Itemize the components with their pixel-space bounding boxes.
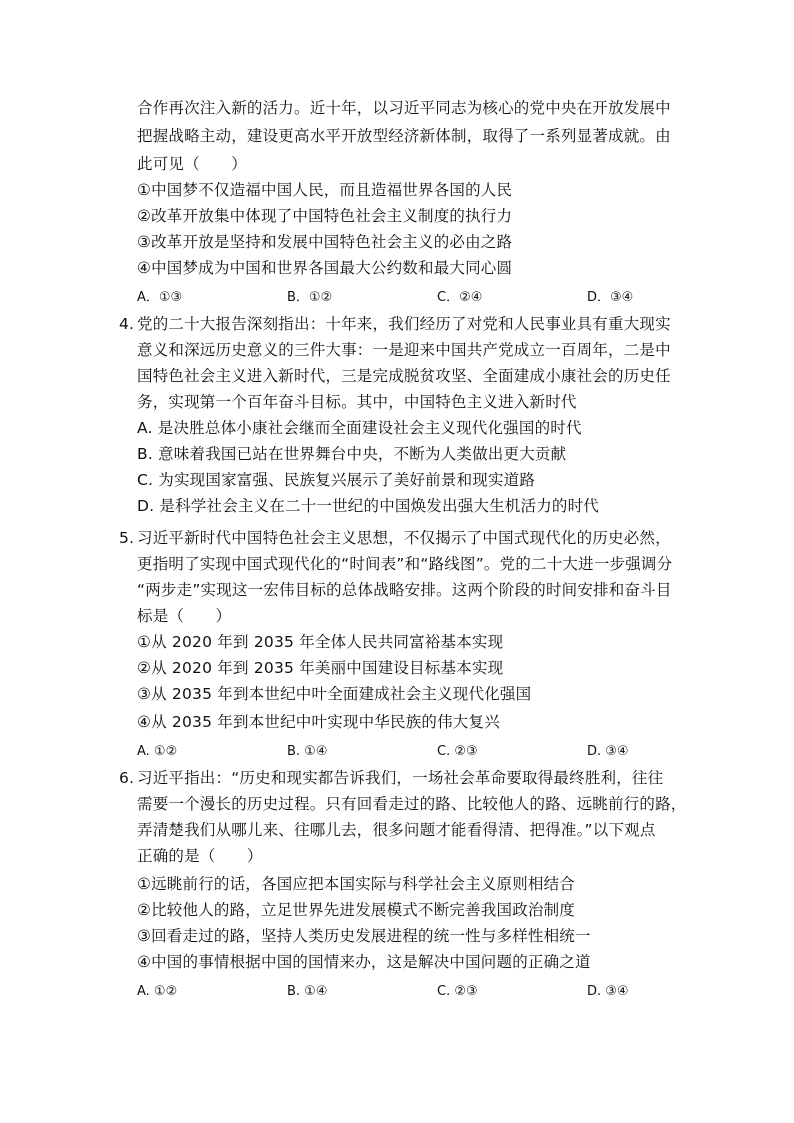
- option-c: C．②④: [437, 290, 483, 305]
- q5-options: [137, 742, 677, 762]
- q6-options: [137, 982, 677, 1002]
- q6-stem-line: 弄清楚我们从哪儿来、往哪儿去，很多问题才能看得清、把得准。”以下观点: [137, 821, 656, 839]
- q6-statement: ④中国的事情根据中国的国情来办，这是解决中国问题的正确之道: [137, 953, 591, 971]
- q5-statement: ①从 2020 年到 2035 年全体人民共同富裕基本实现: [137, 633, 504, 651]
- option-b: B. ①④: [287, 744, 328, 759]
- q5-stem-line: 更指明了实现中国式现代化的“时间表”和“路线图”。党的二十大进一步强调分: [137, 555, 673, 573]
- option-d: D. ③④: [587, 984, 629, 999]
- q4-choice-d: D. 是科学社会主义在二十一世纪的中国焕发出强大生机活力的时代: [137, 497, 599, 515]
- option-a: A. ①②: [137, 744, 178, 759]
- q4-choice-a: A. 是决胜总体小康社会继而全面建设社会主义现代化强国的时代: [137, 419, 582, 437]
- question-number: 4.: [119, 315, 135, 333]
- option-d: D．③④: [587, 290, 634, 305]
- question-number: 5.: [119, 529, 135, 547]
- option-a: A. ①②: [137, 984, 178, 999]
- q6-stem-line: 6. 习近平指出：“历史和现实都告诉我们，一场社会革命要取得最终胜利，往往: [119, 769, 664, 787]
- q3-statement: ③改革开放是坚持和发展中国特色社会主义的必由之路: [137, 233, 513, 251]
- q5-statement: ②从 2020 年到 2035 年美丽中国建设目标基本实现: [137, 659, 504, 677]
- option-c: C. ②③: [437, 984, 478, 999]
- q3-stem-line: 把握战略主动，建设更高水平开放型经济新体制，取得了一系列显著成就。由: [137, 127, 671, 145]
- q5-statement: ④从 2035 年到本世纪中叶实现中华民族的伟大复兴: [137, 713, 500, 731]
- q6-stem-line: 正确的是（ ）: [137, 847, 263, 865]
- option-c: C. ②③: [437, 744, 478, 759]
- option-a: A．①③: [137, 290, 183, 305]
- option-b: B. ①④: [287, 984, 328, 999]
- q4-stem-line: 意义和深远历史意义的三件大事：一是迎来中国共产党成立一百周年，二是中: [137, 341, 671, 359]
- q3-statement: ②改革开放集中体现了中国特色社会主义制度的执行力: [137, 207, 513, 225]
- question-number: 6.: [119, 769, 135, 787]
- q4-stem-line: 务，实现第一个百年奋斗目标。其中，中国特色主义进入新时代: [137, 393, 577, 411]
- q6-statement: ①远眺前行的话，各国应把本国实际与科学社会主义原则相结合: [137, 875, 575, 893]
- q4-choice-b: B. 意味着我国已站在世界舞台中央，不断为人类做出更大贡献: [137, 445, 567, 463]
- q3-stem-line: 合作再次注入新的活力。近十年，以习近平同志为核心的党中央在开放发展中: [137, 99, 671, 117]
- q3-options: [137, 288, 677, 308]
- q3-statement: ④中国梦成为中国和世界各国最大公约数和最大同心圆: [137, 259, 513, 277]
- q5-stem-line: “两步走”实现这一宏伟目标的总体战略安排。这两个阶段的时间安排和奋斗目: [137, 581, 672, 599]
- q6-stem-line: 需要一个漫长的历史过程。只有回看走过的路、比较他人的路、远眺前行的路，: [137, 795, 687, 813]
- q5-statement: ③从 2035 年到本世纪中叶全面建成社会主义现代化强国: [137, 685, 532, 703]
- q5-stem-line: 标是（ ）: [137, 607, 232, 625]
- q3-statement: ①中国梦不仅造福中国人民，而且造福世界各国的人民: [137, 181, 513, 199]
- q4-stem-line: 国特色社会主义进入新时代，三是完成脱贫攻坚、全面建成小康社会的历史任: [137, 367, 671, 385]
- option-d: D. ③④: [587, 744, 629, 759]
- q6-statement: ③回看走过的路，坚持人类历史发展进程的统一性与多样性相统一: [137, 927, 591, 945]
- q4-choice-c: C. 为实现国家富强、民族复兴展示了美好前景和现实道路: [137, 471, 536, 489]
- q4-stem-line: 4. 党的二十大报告深刻指出：十年来，我们经历了对党和人民事业具有重大现实: [119, 315, 671, 333]
- q6-statement: ②比较他人的路，立足世界先进发展模式不断完善我国政治制度: [137, 901, 575, 919]
- option-b: B．①②: [287, 290, 333, 305]
- q3-stem-line: 此可见（ ）: [137, 155, 247, 173]
- q5-stem-line: 5. 习近平新时代中国特色社会主义思想，不仅揭示了中国式现代化的历史必然，: [119, 529, 671, 547]
